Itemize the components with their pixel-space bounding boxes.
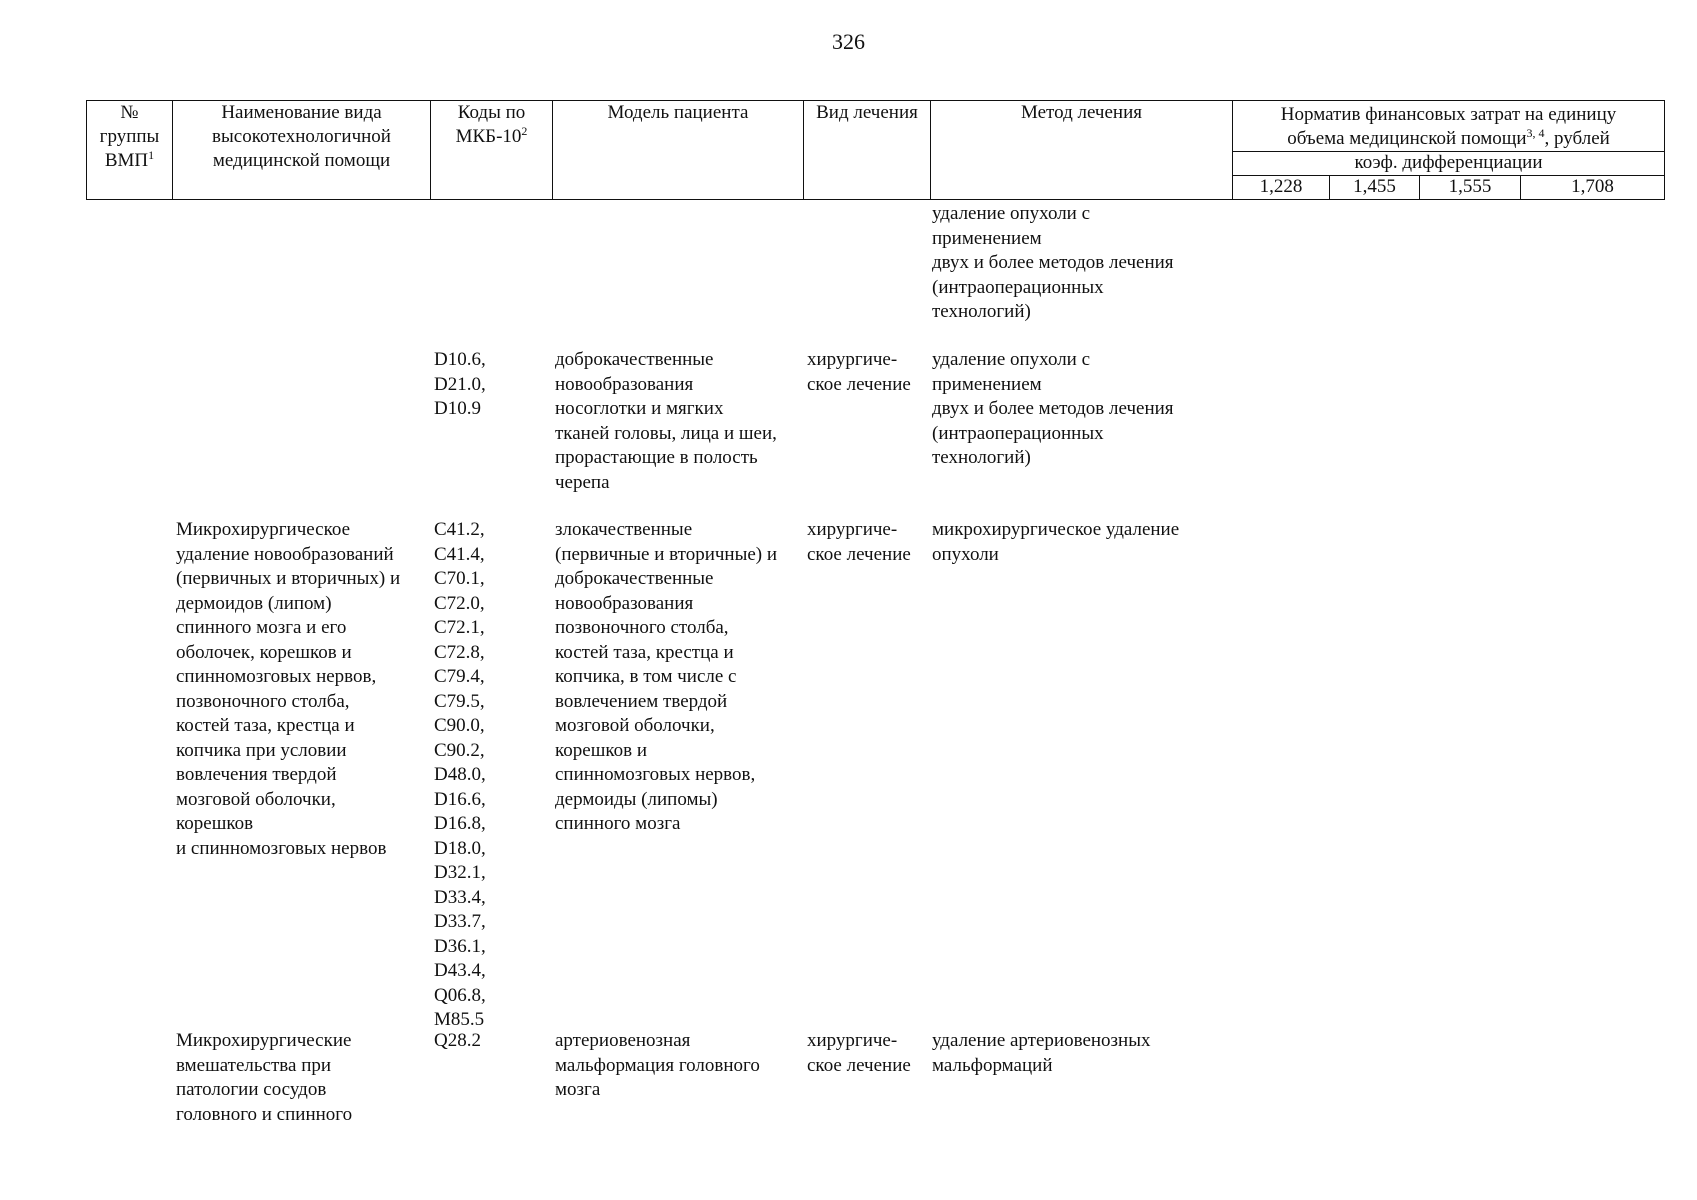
cell-text-line: носоглотки и мягких: [555, 398, 724, 419]
cell-text-line: хирургиче-: [807, 349, 898, 370]
cell-text-line: ское лечение: [807, 373, 911, 395]
cell-text-line: D33.4,: [434, 886, 486, 908]
cell-text-line: C79.4,: [434, 666, 485, 687]
patient-model-cell: [555, 348, 803, 495]
cell-text-line: вовлечением твердой: [555, 690, 728, 712]
cell-text-line: спинномозговых нервов,: [176, 666, 377, 687]
cell-text-line: C79.5,: [434, 690, 485, 712]
cell-text-line: мозговой оболочки,: [555, 715, 715, 736]
cell-text-line: D21.0,: [434, 373, 486, 395]
header-coef-value: 1,708: [1521, 176, 1665, 200]
cell-text-line: двух и более методов лечения: [932, 252, 1174, 273]
cell-text-line: доброкачественные: [555, 568, 714, 589]
cell-text-line: копчика, в том числе с: [555, 666, 737, 687]
cell-text-line: дермоидов (липом): [176, 592, 332, 614]
cell-text-line: оболочек, корешков и: [176, 641, 352, 663]
cell-text-line: головного и спинного: [176, 1103, 353, 1125]
cell-text-line: прорастающие в полость: [555, 447, 758, 468]
cell-text-line: удаление артериовенозных: [932, 1030, 1151, 1051]
cell-text-line: спинномозговых нервов,: [555, 764, 756, 785]
header-coef-value: 1,455: [1330, 176, 1420, 200]
cell-text-line: C70.1,: [434, 568, 485, 589]
cell-text-line: мозга: [555, 1079, 601, 1100]
cell-text-line: дермоиды (липомы): [555, 788, 718, 810]
page-number: 326: [832, 29, 865, 54]
cell-text-line: хирургиче-: [807, 1030, 898, 1051]
cell-text-line: D32.1,: [434, 862, 486, 883]
cell-text-line: Q28.2: [434, 1030, 481, 1051]
cell-text-line: C41.4,: [434, 543, 485, 565]
cell-text-line: костей таза, крестца и: [555, 641, 734, 663]
cell-text-line: новообразования: [555, 592, 694, 614]
treatment-method-cell: [932, 518, 1232, 567]
treatment-type-cell: [807, 518, 931, 567]
patient-model-cell: [555, 518, 803, 837]
cell-text-line: (интраоперационных: [932, 276, 1104, 298]
cell-text-line: ское лечение: [807, 1054, 911, 1076]
care-type-name-cell: [176, 518, 426, 861]
patient-model-cell: [555, 1029, 803, 1103]
cell-text-line: D10.9: [434, 398, 481, 419]
cell-text-line: D48.0,: [434, 764, 486, 785]
cell-text-line: микрохирургическое удаление: [932, 519, 1180, 540]
header-coef-value: 1,228: [1233, 176, 1330, 200]
icd10-codes-cell: [434, 1029, 544, 1054]
header-cost-norm: Норматив финансовых затрат на единицу объема медицинской помощи$^{3, 4}$, рублей: [1233, 101, 1665, 152]
cell-text-line: мозговой оболочки,: [176, 788, 336, 810]
treatment-method-cell: [932, 1029, 1232, 1078]
cell-text-line: вовлечения твердой: [176, 764, 337, 785]
cell-text-line: корешков: [176, 813, 254, 834]
header-patient-model: Модель пациента: [553, 101, 804, 200]
header-coef-value: 1,555: [1420, 176, 1521, 200]
cell-text-line: применением: [932, 373, 1042, 395]
cell-text-line: Микрохирургическое: [176, 519, 351, 540]
cell-text-line: технологий): [932, 301, 1031, 322]
cell-text-line: Q06.8,: [434, 984, 486, 1006]
cell-text-line: удаление опухоли с: [932, 349, 1091, 370]
cell-text-line: двух и более методов лечения: [932, 398, 1174, 419]
cell-text-line: артериовенозная: [555, 1030, 691, 1051]
cell-text-line: D33.7,: [434, 911, 486, 932]
cell-text-line: позвоночного столба,: [555, 617, 729, 638]
cell-text-line: хирургиче-: [807, 519, 898, 540]
header-care-type-name: Наименование вида высокотехнологичной медицинской помощи: [173, 101, 431, 200]
cell-text-line: мальформация головного: [555, 1054, 760, 1076]
cell-text-line: Микрохирургические: [176, 1030, 352, 1051]
cell-text-line: M85.5: [434, 1009, 485, 1030]
icd10-codes-cell: [434, 348, 544, 422]
cell-text-line: D43.4,: [434, 960, 486, 981]
cell-text-line: удаление новообразований: [176, 543, 394, 565]
cell-text-line: D10.6,: [434, 349, 486, 370]
cell-text-line: опухоли: [932, 543, 999, 565]
cell-text-line: C72.8,: [434, 641, 485, 663]
cell-text-line: вмешательства при: [176, 1054, 332, 1076]
cell-text-line: доброкачественные: [555, 349, 714, 370]
cell-text-line: корешков и: [555, 739, 647, 761]
cell-text-line: (первичных и вторичных) и: [176, 568, 401, 589]
cell-text-line: технологий): [932, 447, 1031, 468]
cell-text-line: D18.0,: [434, 837, 486, 859]
cell-text-line: спинного мозга: [555, 813, 681, 834]
table-header: [86, 100, 1665, 200]
header-group-number: № группы ВМП$^1$: [87, 101, 173, 200]
icd10-codes-cell: [434, 518, 544, 1033]
treatment-method-cell: [932, 202, 1232, 325]
treatment-type-cell: [807, 348, 931, 397]
cell-text-line: удаление опухоли с: [932, 203, 1091, 224]
header-treatment-type: Вид лечения: [804, 101, 931, 200]
cell-text-line: патологии сосудов: [176, 1079, 327, 1100]
cell-text-line: C90.2,: [434, 739, 485, 761]
header-coef-label: коэф. дифференциации: [1233, 152, 1665, 176]
cell-text-line: тканей головы, лица и шеи,: [555, 422, 777, 444]
cell-text-line: ское лечение: [807, 543, 911, 565]
cell-text-line: черепа: [555, 471, 610, 493]
header-treatment-method: Метод лечения: [931, 101, 1233, 200]
cell-text-line: C41.2,: [434, 519, 485, 540]
cell-text-line: и спинномозговых нервов: [176, 837, 387, 859]
treatment-type-cell: [807, 1029, 931, 1078]
cell-text-line: D16.6,: [434, 788, 486, 810]
cell-text-line: позвоночного столба,: [176, 690, 350, 712]
cell-text-line: спинного мозга и его: [176, 617, 347, 638]
cell-text-line: применением: [932, 227, 1042, 249]
cell-text-line: D36.1,: [434, 935, 486, 957]
cell-text-line: (первичные и вторичные) и: [555, 543, 778, 565]
cell-text-line: (интраоперационных: [932, 422, 1104, 444]
care-type-name-cell: [176, 1029, 426, 1127]
cell-text-line: новообразования: [555, 373, 694, 395]
cell-text-line: костей таза, крестца и: [176, 715, 355, 736]
cell-text-line: мальформаций: [932, 1054, 1053, 1076]
cell-text-line: C72.1,: [434, 617, 485, 638]
cell-text-line: копчика при условии: [176, 739, 347, 761]
header-icd10-codes: Коды по МКБ-$10^2$: [431, 101, 553, 200]
cell-text-line: C90.0,: [434, 715, 485, 736]
cell-text-line: D16.8,: [434, 813, 486, 834]
treatment-method-cell: [932, 348, 1232, 471]
cell-text-line: C72.0,: [434, 592, 485, 614]
cell-text-line: злокачественные: [555, 519, 693, 540]
